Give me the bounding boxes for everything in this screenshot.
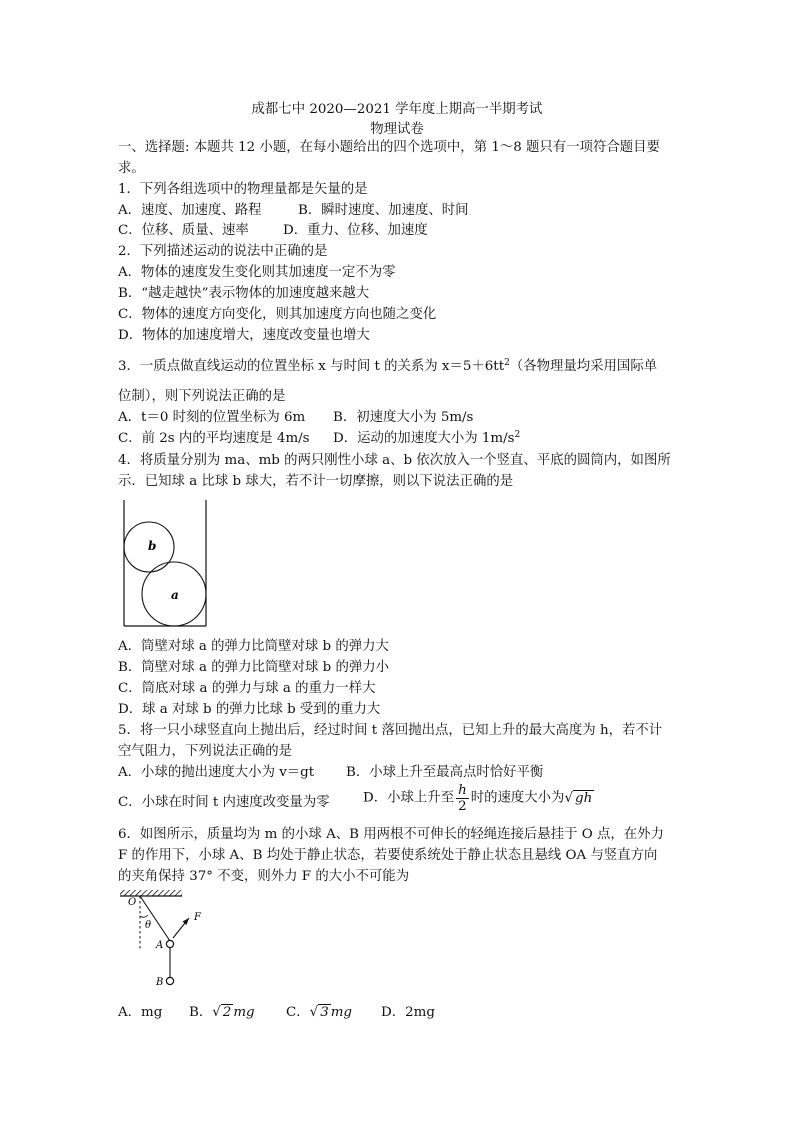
- point-o-label: O: [128, 897, 137, 908]
- sqrt-radicand: 3: [320, 1005, 329, 1020]
- q3-option-b: B．初速度大小为 5m/s: [333, 410, 474, 425]
- q4-option-d: D．球 a 对球 b 的弹力比球 b 受到的重力大: [118, 702, 381, 717]
- q6-option-c-prefix: C．: [286, 1005, 310, 1020]
- q3-option-d: [333, 430, 520, 448]
- q3-stem-line2: 位制），则下列说法正确的是: [118, 389, 286, 404]
- section-intro-line2: 求。: [118, 161, 145, 176]
- q6-stem-line3: 的夹角保持 37° 不变，则外力 F 的大小不可能为: [118, 869, 410, 884]
- q5-option-b: B．小球上升至最高点时恰好平衡: [346, 765, 544, 780]
- q4-stem-line1: 4．将质量分别为 ma、mb 的两只刚性小球 a、b 依次放入一个竖直、平底的圆筒内，如图所: [118, 453, 671, 468]
- q5-stem-line2: 空气阻力，下列说法正确的是: [118, 744, 293, 759]
- exam-subtitle: 物理试卷: [370, 122, 424, 137]
- q6-stem-line2: F 的作用下，小球 A、B 均处于静止状态，若要使系统处于静止状态且悬线 OA 与竖直方向: [118, 848, 658, 863]
- angle-arc: [140, 915, 148, 917]
- q5-option-a: A．小球的抛出速度大小为 v＝gt: [118, 765, 315, 780]
- q6-option-d: D．2mg: [381, 1005, 435, 1020]
- point-a-label: A: [156, 940, 164, 951]
- q1-option-b: B．瞬时速度、加速度、时间: [298, 203, 469, 218]
- ceiling-hatch: [120, 890, 182, 896]
- q6-option-b: [189, 1004, 255, 1022]
- q5-sqrt-gh: [564, 790, 594, 808]
- q6-pendulum-figure: [118, 890, 218, 992]
- angle-theta-label: θ: [145, 920, 152, 931]
- q1-option-d: D．重力、位移、加速度: [283, 223, 428, 238]
- ball-b: [166, 977, 173, 984]
- fraction-denominator: 2: [458, 799, 467, 814]
- q6-option-a: A．mg: [118, 1005, 163, 1020]
- q5-stem-line1: 5．将一只小球竖直向上抛出后，经过时间 t 落回抛出点，已知上升的最大高度为 h，若不计: [118, 723, 663, 738]
- q6-option-b-prefix: B．: [189, 1005, 213, 1020]
- q4-option-a: A．筒壁对球 a 的弹力比筒壁对球 b 的弹力大: [118, 639, 389, 654]
- q3-stem-text: 3．一质点做直线运动的位置坐标 x 与时间 t 的关系为 x＝5＋6tt: [118, 359, 505, 374]
- q2-option-d: D．物体的加速度增大，速度改变量也增大: [118, 328, 370, 343]
- q3-option-a: A．t＝0 时刻的位置坐标为 6m: [118, 410, 306, 425]
- q2-option-b: B．“越走越快”表示物体的加速度越来越大: [118, 286, 370, 301]
- q2-stem: 2．下列描述运动的说法中正确的是: [118, 244, 328, 259]
- q3-option-c: C．前 2s 内的平均速度是 4m/s: [118, 431, 310, 446]
- force-f-label: F: [194, 912, 201, 923]
- q3-option-d-text: D．运动的加速度大小为 1m/s: [333, 431, 515, 446]
- q6-option-c: [286, 1004, 352, 1022]
- q5-option-c: C．小球在时间 t 内速度改变量为零: [118, 795, 330, 810]
- string-oa: [140, 896, 170, 941]
- q4-option-c: C．筒底对球 a 的弹力与球 a 的重力一样大: [118, 681, 376, 696]
- point-b-label: B: [156, 977, 164, 988]
- q2-option-a: A．物体的速度发生变化则其加速度一定不为零: [118, 265, 396, 280]
- q3-option-d-exponent: 2: [514, 430, 521, 440]
- q6-option-c-unit: mg: [330, 1005, 352, 1020]
- arrowhead-icon: [183, 918, 190, 925]
- q3-stem-tail: （各物理量均采用国际单: [509, 359, 658, 374]
- q5-option-d-prefix: D．小球上升至: [363, 790, 455, 806]
- q4-stem-line2: 示．已知球 a 比球 b 球大，若不计一切摩擦，则以下说法正确的是: [118, 474, 514, 489]
- sqrt-sign-icon: √: [309, 1005, 319, 1020]
- q3-stem-line1: [118, 358, 657, 376]
- ball-b-label: b: [148, 539, 157, 553]
- q6-sqrt-3: [310, 1004, 331, 1022]
- q2-option-c: C．物体的速度方向变化，则其加速度方向也随之变化: [118, 307, 437, 322]
- q1-option-c: C．位移、质量、速率: [118, 223, 249, 238]
- q1-stem: 1．下列各组选项中的物理量都是矢量的是: [118, 182, 368, 197]
- q6-sqrt-2: [212, 1004, 233, 1022]
- q6-stem-line1: 6．如图所示，质量均为 m 的小球 A、B 用两根不可伸长的轻绳连接后悬挂于 O 点，在外力: [118, 827, 664, 842]
- q5-fraction-h-over-2: [456, 783, 469, 814]
- ball-a: [166, 940, 173, 947]
- sqrt-radicand: gh: [575, 790, 593, 806]
- q6-option-b-unit: mg: [233, 1005, 255, 1020]
- q4-option-b: B．筒壁对球 a 的弹力比筒壁对球 b 的弹力小: [118, 660, 390, 675]
- q1-option-a: A．速度、加速度、路程: [118, 203, 262, 218]
- q5-option-d-middle: 时的速度大小为: [470, 790, 565, 806]
- ball-a-label: a: [171, 588, 179, 602]
- sqrt-sign-icon: √: [212, 1005, 221, 1020]
- sqrt-radicand: 2: [222, 1005, 232, 1020]
- q4-cylinder-figure: [118, 496, 214, 630]
- fraction-numerator: h: [458, 783, 467, 798]
- section-intro-line1: 一、选择题: 本题共 12 小题，在每小题给出的四个选项中，第 1～8 题只有一项符合题目要: [118, 140, 660, 155]
- q5-option-d: [363, 783, 594, 814]
- exam-title: 成都七中 2020—2021 学年度上期高一半期考试: [251, 102, 543, 117]
- sqrt-sign-icon: √: [564, 790, 573, 806]
- q3-exponent: 2: [504, 358, 510, 368]
